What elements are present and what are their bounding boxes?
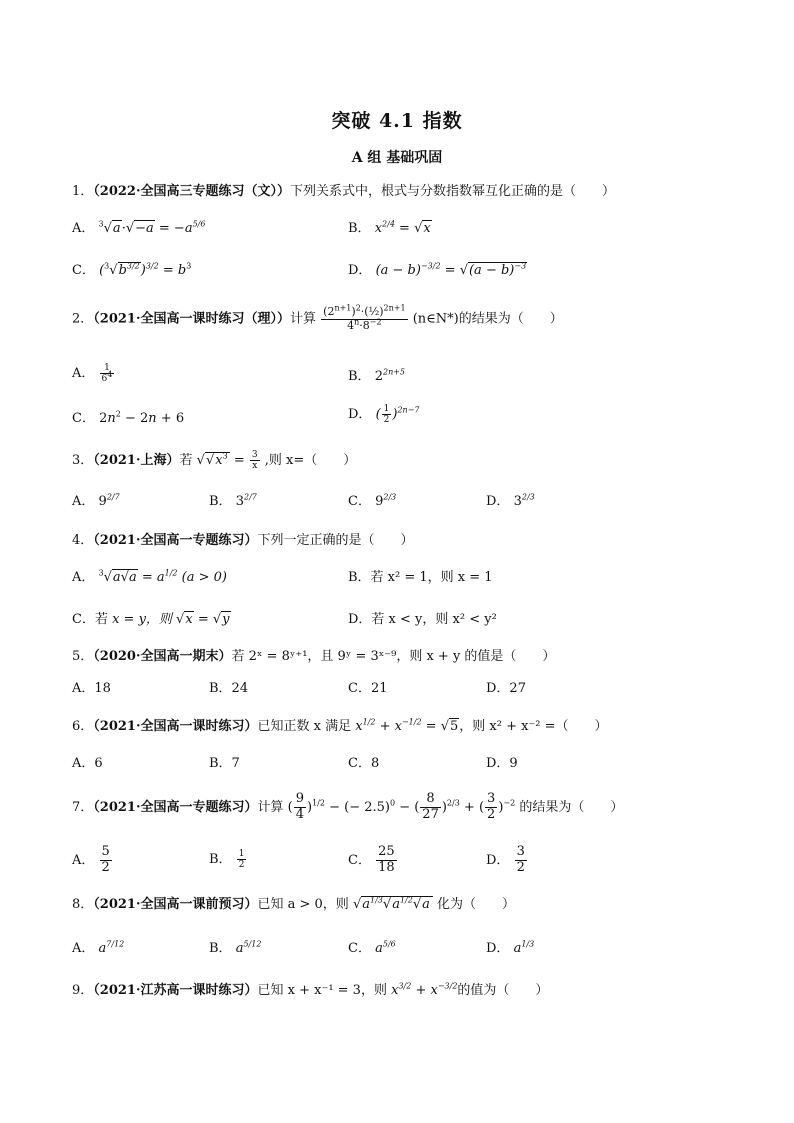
option-label: C．若: [72, 612, 108, 627]
option-1a[interactable]: [72, 217, 205, 236]
question-1: [72, 180, 615, 199]
option-text: D．27: [486, 681, 526, 696]
option-formula: $\frac{5}{2}$: [101, 844, 110, 875]
question-formula: $x^{3/2} + x^{-3/2}$: [391, 981, 458, 998]
option-2a[interactable]: [72, 362, 115, 384]
option-8c[interactable]: [348, 937, 396, 956]
option-1c[interactable]: [72, 259, 191, 278]
option-text: C．8: [348, 756, 380, 771]
option-4d[interactable]: [348, 608, 497, 627]
option-label: D．: [486, 941, 510, 956]
question-number: 1．: [72, 184, 94, 199]
option-text: A．18: [72, 681, 111, 696]
stem-text: 已知正数 x 满足: [257, 719, 352, 734]
option-label: D．: [486, 494, 510, 509]
option-2c[interactable]: [72, 407, 184, 426]
option-5c[interactable]: [348, 677, 388, 696]
option-7a[interactable]: [72, 845, 113, 876]
option-formula: $2n^2 - 2n + 6$: [99, 409, 185, 426]
option-text: A．6: [72, 756, 103, 771]
question-source: （2021·全国高一课时练习）: [93, 719, 258, 734]
option-formula: $\frac{1}{2}$: [238, 848, 245, 870]
option-formula: $(a - b)^{-3/2} = √(a - b)^{-3}$: [375, 261, 527, 278]
option-text: D．9: [486, 756, 518, 771]
option-formula: $3^{2/3}$: [513, 492, 535, 509]
option-label: A．: [72, 221, 95, 236]
option-label: A．: [72, 366, 95, 381]
option-formula: $9^{2/3}$: [375, 492, 397, 509]
option-4c[interactable]: [72, 608, 231, 627]
option-8d[interactable]: [486, 937, 534, 956]
question-source: （2021·上海）: [93, 453, 180, 468]
question-source: （2021·全国高一专题练习）: [93, 799, 258, 815]
option-formula: $3^{2/7}$: [235, 492, 257, 509]
option-label: A．: [72, 494, 95, 509]
option-formula: $x^{2/4} = √x$: [374, 219, 431, 236]
option-label: B．: [209, 852, 232, 867]
section-subtitle: A 组 基础巩固: [351, 150, 443, 166]
question-formula: $\frac{(2^{n+1})^2\cdot(\frac{1}{2})^{2n+1}}{4^n\cdot 8^{-2}}$: [323, 303, 406, 332]
option-5a[interactable]: [72, 677, 111, 696]
option-7d[interactable]: [486, 845, 528, 876]
option-8b[interactable]: [209, 937, 261, 956]
question-3: [72, 449, 356, 471]
option-label: A．: [72, 570, 95, 585]
option-formula: $a^{1/3}$: [513, 939, 535, 956]
option-label: D．: [486, 852, 510, 868]
option-2d[interactable]: [348, 403, 420, 425]
option-text: B．7: [209, 756, 240, 771]
option-6d[interactable]: [486, 752, 518, 771]
option-label: D．: [348, 407, 372, 422]
option-formula: ( $\frac{1}{2}$ )$^{2n-7}$: [375, 403, 420, 425]
question-number: 6．: [72, 719, 94, 734]
stem-text: 的结果为（ ）: [519, 799, 624, 815]
option-4a[interactable]: [72, 566, 227, 585]
stem-text: 化为（ ）: [437, 897, 516, 912]
stem-text: ,则 x=（ ）: [264, 453, 357, 468]
option-label: A．: [72, 852, 95, 868]
question-number: 7．: [72, 799, 94, 815]
stem-text: 的值为（ ）: [457, 983, 549, 998]
question-9: [72, 979, 548, 998]
option-text: B．24: [209, 681, 249, 696]
question-source: （2022·全国高三专题练习（文））: [93, 184, 290, 199]
option-formula: $9^{2/7}$: [98, 492, 120, 509]
question-formula: ( $\frac{9}{4}$ )$^{1/2}$ − (− 2.5)$^0$ − ( $\frac{8}{27}$ )$^{2/3}$ + ( $\frac{3}{2}$ )$^{-2}$: [287, 791, 516, 822]
question-4: [72, 529, 414, 548]
option-formula: $\frac{1}{6^4}$: [101, 362, 113, 384]
question-7: [72, 792, 623, 823]
stem-text: 已知 x + x⁻¹ = 3，则: [257, 983, 387, 998]
option-5d[interactable]: [486, 677, 526, 696]
option-formula: $a^{5/6}$: [375, 939, 396, 956]
option-formula: $2^{2n+5}$: [374, 367, 406, 384]
option-7b[interactable]: [209, 848, 247, 870]
option-3b[interactable]: [209, 490, 257, 509]
option-label: C．: [72, 263, 95, 278]
question-number: 9．: [72, 983, 94, 998]
question-formula: $√√x^3$ = $\frac{3}{x}$: [196, 449, 258, 471]
question-2: [72, 303, 563, 332]
option-6c[interactable]: [348, 752, 379, 771]
option-formula: x = y，则 √x = √y: [112, 612, 230, 627]
option-3d[interactable]: [486, 490, 535, 509]
stem-text: (n∈N*)的结果为（ ）: [412, 311, 563, 327]
option-1b[interactable]: [348, 217, 432, 236]
option-formula: $(^3√b^{3/2})^{3/2} = b^3$: [99, 261, 192, 278]
question-source: （2021·全国高一课时练习（理））: [93, 311, 290, 327]
question-number: 3．: [72, 453, 94, 468]
option-3c[interactable]: [348, 490, 396, 509]
option-2b[interactable]: [348, 365, 405, 384]
option-label: C．: [72, 411, 95, 426]
option-formula: $^3√a√a = a^{1/2}$ (a > 0): [98, 568, 227, 585]
question-number: 4．: [72, 533, 94, 548]
page-title: 突破 4.1 指数: [331, 110, 463, 132]
option-formula: $^3√a\cdot√-a = -a^{5/6}$: [98, 219, 206, 236]
question-number: 8．: [72, 897, 94, 912]
question-source: （2021·江苏高一课时练习）: [93, 983, 258, 998]
option-5b[interactable]: [209, 677, 248, 696]
option-formula: $a^{7/12}$: [98, 939, 125, 956]
option-label: C．: [348, 941, 371, 956]
question-stem: 若 2ˣ = 8ʸ⁺¹，且 9ʸ = 3ˣ⁻⁹，则 x + y 的值是（ ）: [231, 649, 556, 664]
option-label: C．: [348, 852, 371, 868]
option-formula: $\frac{3}{2}$: [516, 844, 525, 875]
question-5: [72, 645, 555, 664]
question-stem: 下列一定正确的是（ ）: [257, 533, 414, 548]
question-source: （2021·全国高一专题练习）: [93, 533, 258, 548]
stem-text: 若: [179, 453, 193, 468]
option-label: C．: [348, 494, 371, 509]
option-label: D．: [348, 263, 372, 278]
stem-text: 计算: [257, 799, 284, 815]
option-label: A．: [72, 941, 95, 956]
option-label: B．: [348, 369, 371, 384]
option-4b[interactable]: [348, 566, 493, 585]
stem-text: 已知 a > 0，则: [257, 897, 349, 912]
option-text: D．若 x < y，则 x² < y²: [348, 612, 497, 627]
question-6: [72, 715, 608, 734]
question-formula: $x^{1/2} + x^{-1/2} = √5$: [355, 717, 459, 734]
option-label: B．: [209, 494, 232, 509]
option-3a[interactable]: [72, 490, 120, 509]
question-source: （2021·全国高一课前预习）: [93, 897, 258, 912]
stem-text: 计算: [290, 311, 317, 327]
option-6a[interactable]: [72, 752, 103, 771]
option-label: B．: [348, 221, 371, 236]
option-8a[interactable]: [72, 937, 124, 956]
option-1d[interactable]: [348, 259, 527, 278]
option-7c[interactable]: [348, 845, 398, 876]
option-formula: $\frac{25}{18}$: [378, 844, 395, 875]
option-formula: $a^{5/12}$: [235, 939, 262, 956]
option-label: B．: [209, 941, 232, 956]
question-8: [72, 893, 515, 912]
option-text: C．21: [348, 681, 388, 696]
question-number: 5．: [72, 649, 94, 664]
stem-text: ，则 x² + x⁻² =（ ）: [459, 719, 608, 734]
question-stem: 下列关系式中，根式与分数指数幂互化正确的是（ ）: [290, 184, 616, 199]
option-6b[interactable]: [209, 752, 240, 771]
question-number: 2．: [72, 311, 94, 327]
question-source: （2020·全国高一期末）: [93, 649, 232, 664]
question-formula: $√a^{1/3}√a^{1/2}√a$: [353, 897, 433, 912]
option-text: B．若 x² = 1，则 x = 1: [348, 570, 493, 585]
